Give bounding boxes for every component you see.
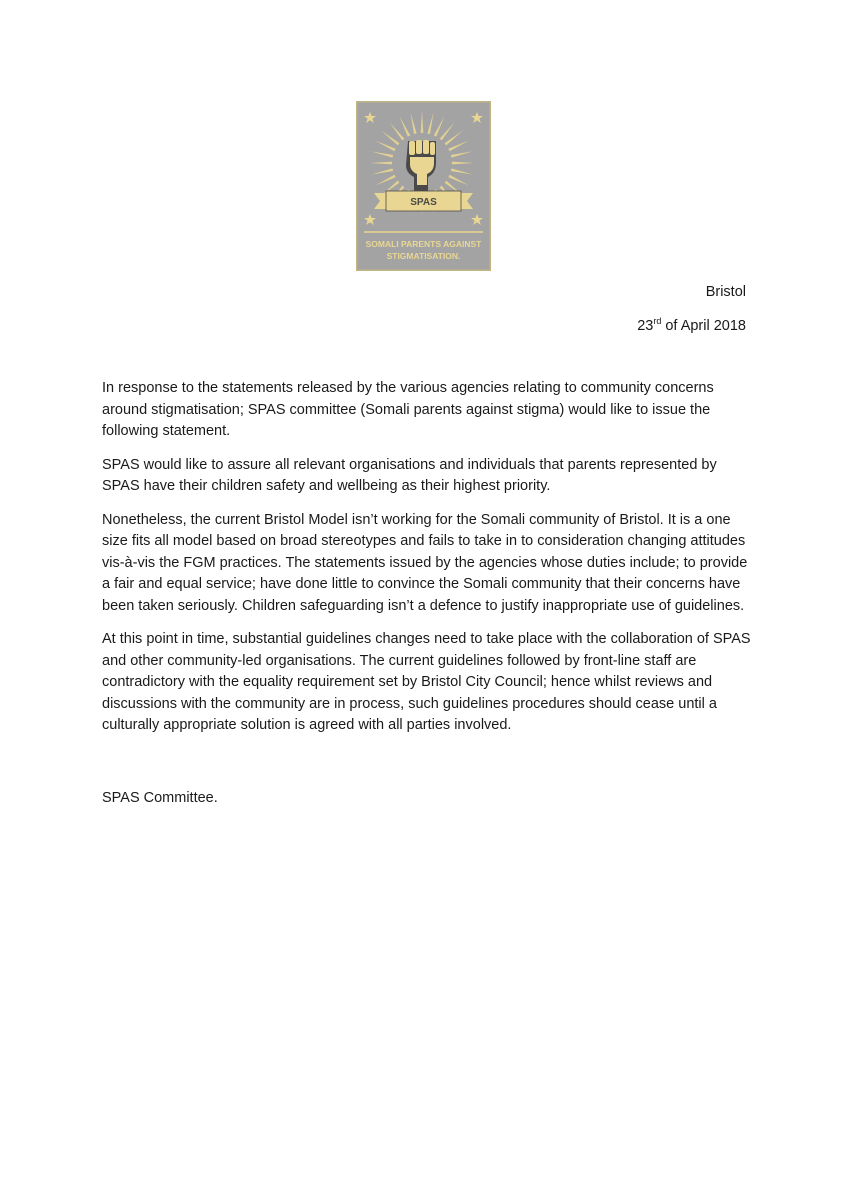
date-day: 23 <box>637 318 654 334</box>
letter-date <box>637 316 746 334</box>
logo-name: SPAS <box>410 197 437 208</box>
logo-caption-line1: SOMALI PARENTS AGAINST <box>365 239 482 249</box>
spas-logo-graphic <box>356 101 491 271</box>
paragraph-assurance: SPAS would like to assure all relevant organisations and individuals that parents represented by SPAS have their children safety and wellbeing as their highest priority. <box>102 456 717 494</box>
paragraph-bristol-model: Nonetheless, the current Bristol Model isn’t working for the Somali community of Bristol. It is a one size fits all model based on broad stereotypes and fails to take in to consideration changing attitudes vis-à-vis the FGM practices. The statements issued by the agencies whose duties include; to provide a fair and equal service; have done little to convince the Somali community that their concerns have been taken seriously. Children safeguarding isn’t a defence to justify inappropriate use of guidelines. <box>102 511 748 614</box>
letter-place: Bristol <box>705 284 746 300</box>
letter-signoff: SPAS Committee. <box>102 790 218 806</box>
spas-logo <box>356 101 491 271</box>
logo-caption-line2: STIGMATISATION. <box>386 251 461 261</box>
date-rest: of April 2018 <box>661 318 746 334</box>
date-suffix: rd <box>653 316 662 326</box>
letter-body <box>102 378 752 749</box>
paragraph-guidelines: At this point in time, substantial guidelines changes need to take place with the collaboration of SPAS and other community-led organisations. The current guidelines followed by front-line staff are contradictory with the equality requirement set by Bristol City Council; hence whilst reviews and discussions with the community are in process, such guidelines procedures should cease until a culturally appropriate solution is agreed with all parties involved. <box>102 631 751 733</box>
paragraph-response: In response to the statements released by the various agencies relating to community concerns around stigmatisation; SPAS committee (Somali parents against stigma) would like to issue the following statement. <box>102 380 714 439</box>
